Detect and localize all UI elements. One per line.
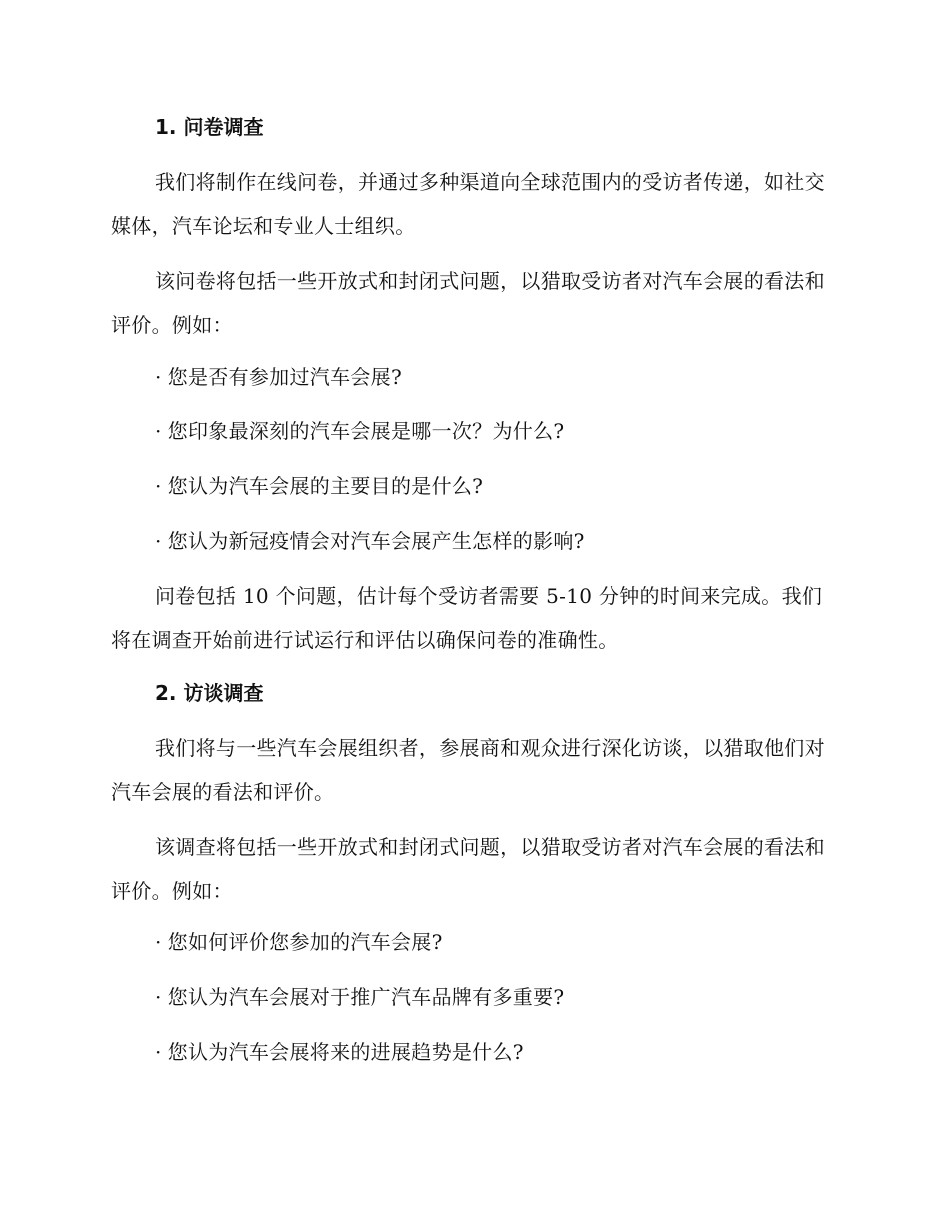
list-item-text: 您印象最深刻的汽车会展是哪一次？为什么? — [167, 419, 565, 443]
list-item — [155, 1039, 524, 1065]
paragraph-questionnaire-questions: 该问卷将包括一些开放式和封闭式问题，以猎取受访者对汽车会展的看法和评价。例如： — [111, 269, 825, 337]
list-item — [155, 528, 585, 554]
bullet-dot: · — [155, 930, 162, 954]
list-item-text: 您如何评价您参加的汽车会展? — [167, 930, 443, 954]
paragraph-interview-intro: 我们将与一些汽车会展组织者，参展商和观众进行深化访谈，以猎取他们对汽车会展的看法和评价。 — [111, 736, 825, 804]
list-item — [155, 929, 443, 955]
list-item — [155, 364, 402, 390]
bullet-dot: · — [155, 474, 162, 498]
list-item-text: 您认为新冠疫情会对汽车会展产生怎样的影响? — [167, 529, 585, 553]
list-item-text: 您认为汽车会展将来的进展趋势是什么? — [167, 1040, 524, 1064]
list-item-text: 您认为汽车会展的主要目的是什么? — [167, 474, 484, 498]
bullet-dot: · — [155, 529, 162, 553]
section-heading-questionnaire: 1. 问卷调查 — [155, 115, 264, 139]
list-item — [155, 984, 564, 1010]
list-item-text: 您认为汽车会展对于推广汽车品牌有多重要? — [167, 985, 565, 1009]
list-item — [155, 473, 483, 499]
bullet-dot: · — [155, 1040, 162, 1064]
bullet-dot: · — [155, 365, 162, 389]
bullet-dot: · — [155, 985, 162, 1009]
bullet-dot: · — [155, 419, 162, 443]
paragraph-questionnaire-closing: 问卷包括 10 个问题，估计每个受访者需要 5-10 分钟的时间来完成。我们将在调查开始前进行试运行和评估以确保问卷的准确性。 — [111, 584, 823, 652]
section-heading-interview: 2. 访谈调查 — [155, 681, 264, 705]
list-item — [155, 418, 564, 444]
paragraph-interview-questions: 该调查将包括一些开放式和封闭式问题，以猎取受访者对汽车会展的看法和评价。例如： — [111, 835, 825, 903]
paragraph-questionnaire-intro: 我们将制作在线问卷，并通过多种渠道向全球范围内的受访者传递，如社交媒体，汽车论坛和专业人士组织。 — [111, 170, 825, 238]
list-item-text: 您是否有参加过汽车会展? — [167, 365, 402, 389]
